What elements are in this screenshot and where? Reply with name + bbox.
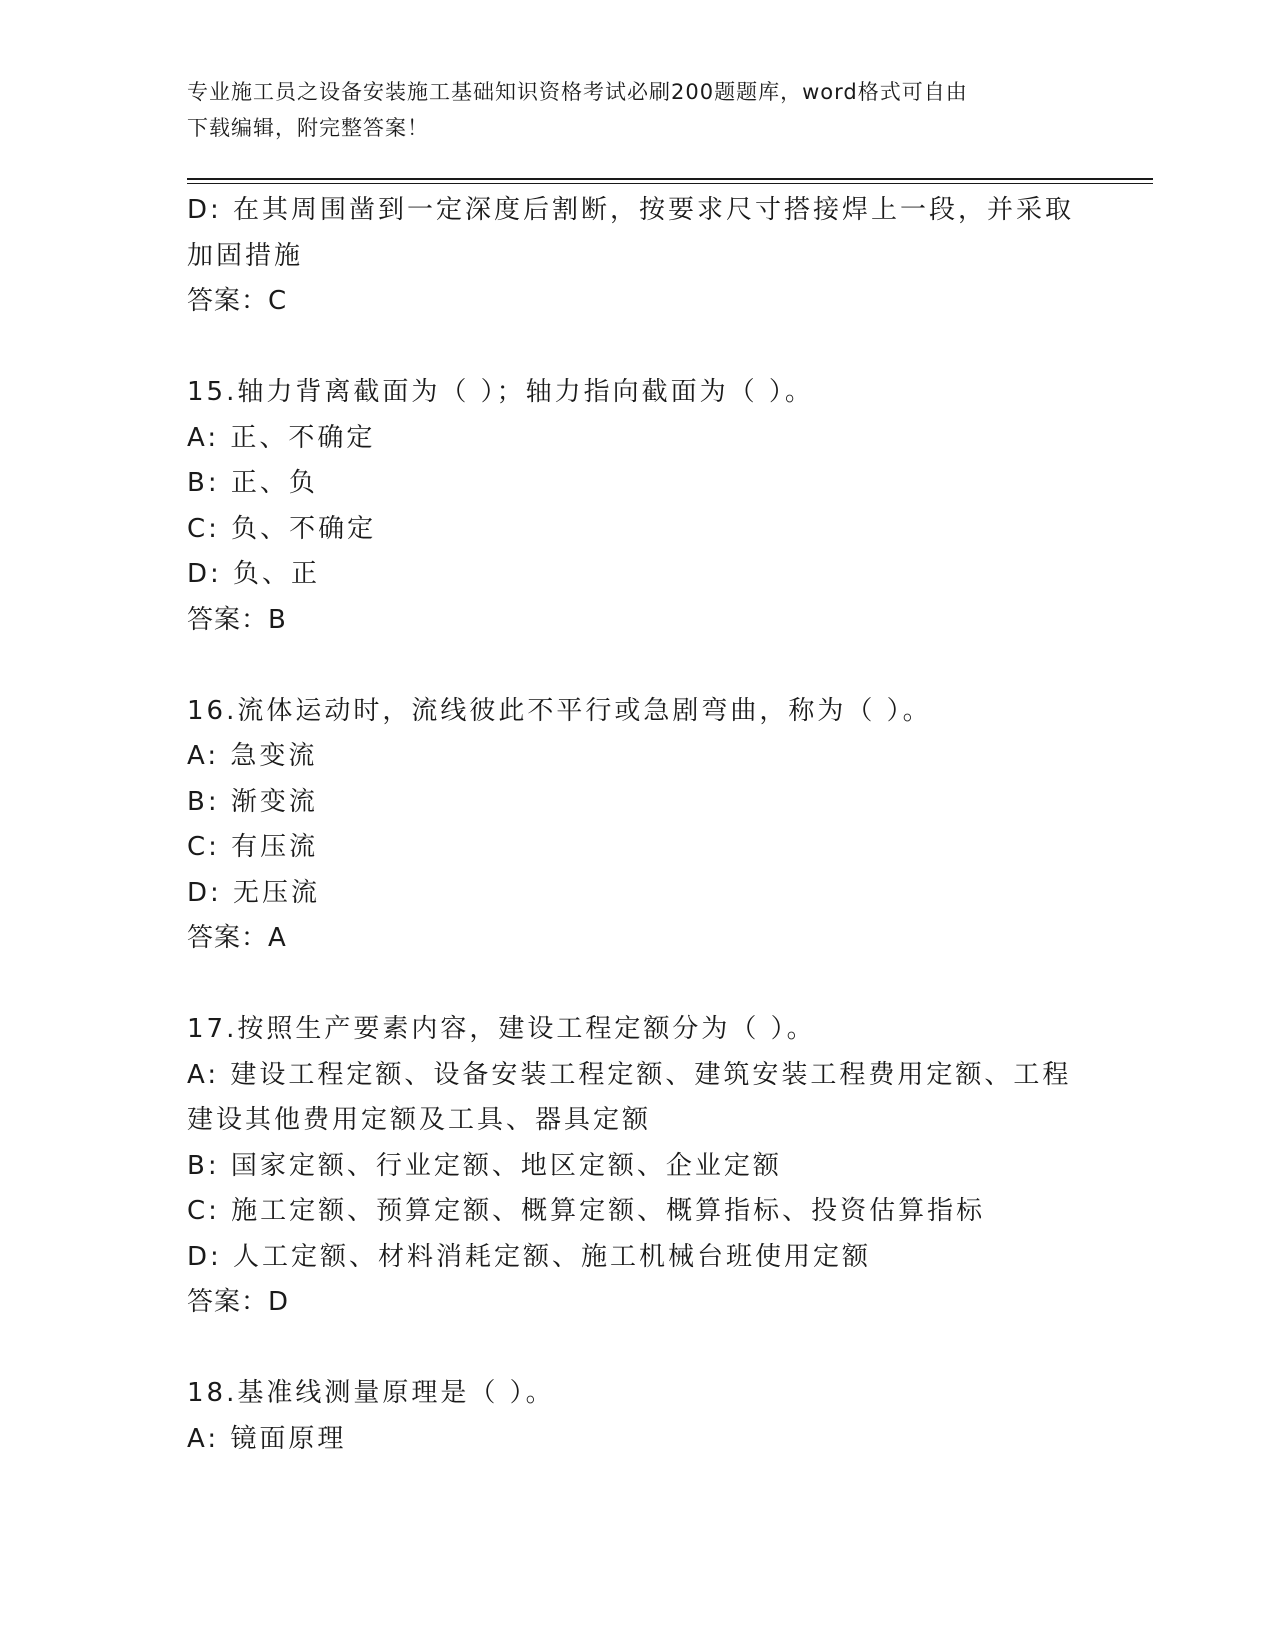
answer: 答案：A <box>187 923 287 953</box>
option-a: A: 正、不确定 <box>187 422 376 453</box>
option-d-continued: 加固措施 <box>187 240 304 271</box>
option-c: C: 有压流 <box>187 832 319 862</box>
header-line-1: 专业施工员之设备安装施工基础知识资格考试必刷200题题库，word格式可自由 <box>187 80 968 104</box>
spacer <box>187 643 1087 689</box>
question-15 <box>187 370 1087 643</box>
option-b: B: 渐变流 <box>187 786 318 817</box>
option-d: D: 人工定额、材料消耗定额、施工机械台班使用定额 <box>187 1241 872 1272</box>
question-text: 15.轴力背离截面为（ ）；轴力指向截面为（ ）。 <box>187 377 814 407</box>
question-16 <box>187 689 1087 962</box>
question-text: 16.流体运动时，流线彼此不平行或急剧弯曲，称为（ ）。 <box>187 695 932 726</box>
header-line-2: 下载编辑，附完整答案！ <box>187 116 429 140</box>
question-text: 18.基准线测量原理是（ ）。 <box>187 1378 555 1408</box>
header-divider-thin <box>187 183 1153 184</box>
option-b: B: 正、负 <box>187 468 318 498</box>
option-d: D: 负、正 <box>187 559 321 589</box>
option-d: D: 在其周围凿到一定深度后割断，按要求尺寸搭接焊上一段，并采取 <box>187 195 1075 225</box>
option-c: C: 负、不确定 <box>187 513 377 544</box>
previous-question-tail <box>187 188 1087 325</box>
option-c: C: 施工定额、预算定额、概算定额、概算指标、投资估算指标 <box>187 1196 986 1226</box>
spacer <box>187 1326 1087 1372</box>
header-divider-thick <box>187 178 1153 180</box>
answer: 答案：C <box>187 286 288 316</box>
option-a: A: 急变流 <box>187 741 318 771</box>
spacer <box>187 325 1087 371</box>
spacer <box>187 962 1087 1008</box>
document-header <box>187 74 1087 146</box>
option-a: A: 镜面原理 <box>187 1423 347 1454</box>
answer: 答案：D <box>187 1287 290 1317</box>
option-a-continued: 建设其他费用定额及工具、器具定额 <box>187 1105 652 1135</box>
option-b: B: 国家定额、行业定额、地区定额、企业定额 <box>187 1150 782 1181</box>
option-d: D: 无压流 <box>187 877 321 908</box>
answer: 答案：B <box>187 604 287 635</box>
option-a: A: 建设工程定额、设备安装工程定额、建筑安装工程费用定额、工程 <box>187 1059 1072 1090</box>
question-text: 17.按照生产要素内容，建设工程定额分为（ ）。 <box>187 1014 816 1044</box>
question-list <box>187 188 1087 1462</box>
question-18 <box>187 1371 1087 1462</box>
question-17 <box>187 1007 1087 1326</box>
